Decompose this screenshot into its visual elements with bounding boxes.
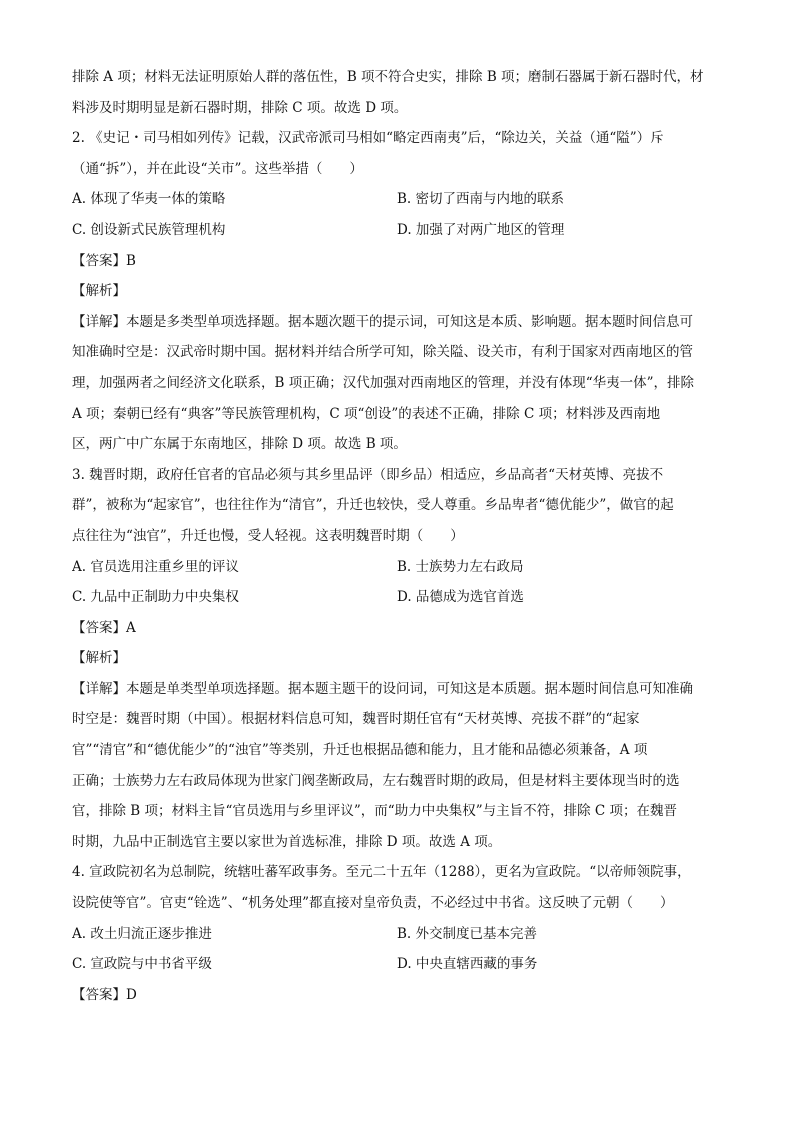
detail-line: 时期，九品中正制选官主要以家世为首选标准，排除 D 项。故选 A 项。	[72, 833, 502, 850]
question-2	[72, 123, 724, 460]
detail-line: A 项；秦朝已经有“典客”等民族管理机构，C 项“创设”的表述不正确，排除 C 项；材料涉及西南地	[72, 405, 661, 422]
option-c: C. 宣政院与中书省平级	[72, 956, 212, 973]
option-c: C. 九品中正制助力中央集权	[72, 589, 239, 606]
question-stem-line: 设院使等官”。官吏“铨选”、“机务处理”都直接对皇帝负责，不必经过中书省。这反映了元朝（ ）	[72, 895, 674, 912]
detail-line: 区，两广中广东属于东南地区，排除 D 项。故选 B 项。	[72, 436, 407, 453]
document-page	[72, 62, 724, 1010]
option-b: B. 密切了西南与内地的联系	[397, 191, 565, 208]
options-row	[72, 215, 724, 246]
option-d: D. 中央直辖西藏的事务	[397, 956, 538, 973]
question-4	[72, 857, 724, 1010]
text-line: 排除 A 项；材料无法证明原始人群的落伍性，B 项不符合史实，排除 B 项；磨制石器属于新石器时代，材	[72, 69, 704, 85]
detail-line: 【详解】本题是多类型单项选择题。据本题次题干的提示词，可知这是本质、影响题。据本题时间信息可	[72, 313, 693, 330]
question-stem-line: 群”，被称为“起家官”，也往往作为“清官”，升迁也较快，受人尊重。乡品卑者“德优能少”，做官的起	[72, 497, 674, 514]
option-c: C. 创设新式民族管理机构	[72, 221, 226, 238]
previous-analysis-tail	[72, 62, 724, 123]
options-row	[72, 919, 724, 950]
detail-line: 【详解】本题是单类型单项选择题。据本题主题干的设问词，可知这是本质题。据本题时间信息可知准确	[72, 680, 693, 697]
question-stem-line: 3. 魏晋时期，政府任官者的官品必须与其乡里品评（即乡品）相适应，乡品高者“天材英博、亮拔不	[72, 466, 664, 483]
answer-label: 【答案】D	[72, 986, 137, 1003]
detail-line: 官”“清官”和“德优能少”的“浊官”等类别，升迁也根据品德和能力，且才能和品德必须兼备，A 项	[72, 742, 648, 759]
option-a: A. 改土归流正逐步推进	[72, 925, 212, 942]
detail-line: 知准确时空是：汉武帝时期中国。据材料并结合所学可知，除关隘、设关市，有利于国家对西南地区的管	[72, 344, 693, 361]
option-a: A. 体现了华夷一体的策略	[72, 191, 226, 208]
answer-label: 【答案】A	[72, 619, 136, 636]
text-line: 料涉及时期明显是新石器时期，排除 C 项。故选 D 项。	[72, 99, 408, 116]
options-row	[72, 552, 724, 583]
question-stem-line: 2. 《史记・司马相如列传》记载，汉武帝派司马相如“略定西南夷”后，“除边关，关益（通“隘”）斥	[72, 130, 664, 147]
detail-line: 时空是：魏晋时期（中国）。根据材料信息可知，魏晋时期任官有“天材英博、亮拔不群”的“起家	[72, 711, 640, 728]
question-3	[72, 460, 724, 858]
options-row	[72, 582, 724, 613]
question-stem-line: 4. 宣政院初名为总制院，统辖吐蕃军政事务。至元二十五年（1288），更名为宣政院。“以帝师领院事，	[72, 864, 691, 881]
detail-line: 理，加强两者之间经济文化联系，B 项正确；汉代加强对西南地区的管理，并没有体现“华夷一体”，排除	[72, 374, 695, 391]
question-stem-line: 点往往为“浊官”，升迁也慢，受人轻视。这表明魏晋时期（ ）	[72, 527, 464, 544]
option-d: D. 品德成为选官首选	[397, 589, 524, 606]
options-row	[72, 184, 724, 215]
answer-label: 【答案】B	[72, 252, 136, 269]
question-stem-line: （通“拆”），并在此设“关市”。这些举措（ ）	[72, 160, 363, 177]
option-d: D. 加强了对两广地区的管理	[397, 221, 565, 238]
analysis-label: 【解析】	[72, 650, 126, 667]
detail-line: 官，排除 B 项；材料主旨“官员选用与乡里评议”，而“助力中央集权”与主旨不符，排除 C 项；在魏晋	[72, 803, 678, 820]
analysis-label: 【解析】	[72, 283, 126, 300]
option-b: B. 外交制度已基本完善	[397, 925, 538, 942]
options-row	[72, 949, 724, 980]
option-b: B. 士族势力左右政局	[397, 558, 524, 575]
detail-line: 正确；士族势力左右政局体现为世家门阀垄断政局，左右魏晋时期的政局，但是材料主要体现当时的选	[72, 772, 680, 789]
option-a: A. 官员选用注重乡里的评议	[72, 558, 239, 575]
